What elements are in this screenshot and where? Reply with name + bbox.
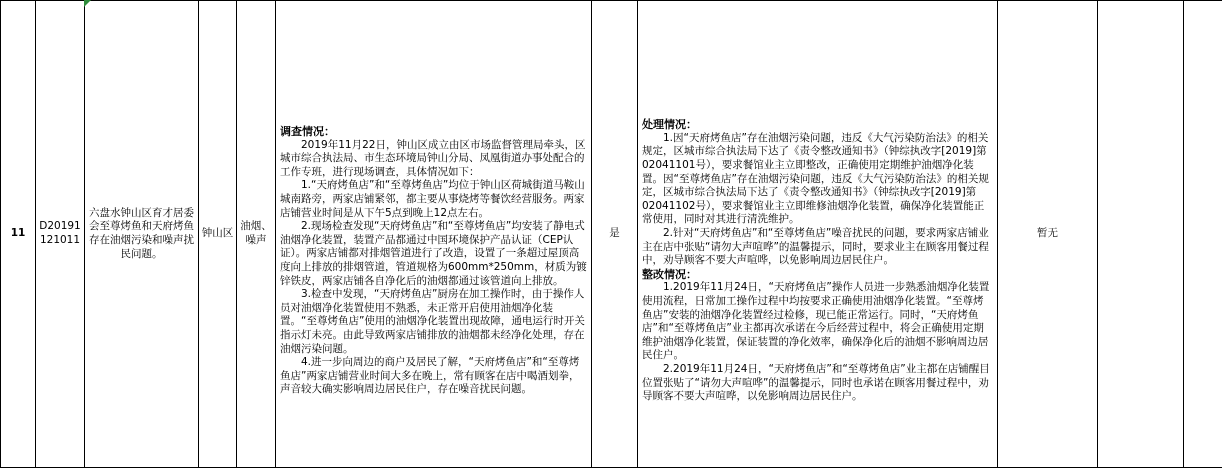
category-cell[interactable]: 油烟、噪声 — [237, 1, 276, 468]
handling-heading: 处理情况： — [642, 118, 697, 132]
empty-cell[interactable] — [1184, 1, 1222, 468]
investigation-paragraph: 2.现场检查发现“天府烤鱼店”和“至尊烤鱼店”均安装了静电式油烟净化装置，装置产品都通过中国环境保护产品认证（CEP认证）。两家店铺都对排烟管道进行了改造，设置了一条超过屋顶高度向上排放的排烟管道，管道规格为600mm*250mm，材质为镀锌铁皮，两家店铺各自净化后的油烟都通过该管道向上排放。 — [280, 220, 587, 287]
accountability-cell[interactable]: 暂无 — [998, 1, 1098, 468]
investigation-cell[interactable] — [276, 1, 592, 468]
handling-paragraph: 1.因“天府烤鱼店”存在油烟污染问题，违反《大气污染防治法》的相关规定，区城市综合执法局下达了《责令整改通知书》（钟综执改字[2019]第02041101号），要求餐馆业主立即整改，正确使用定期维护油烟净化装置。因“至尊烤鱼店”存在油烟污染问题，违反《大气污染防治法》的相关规定，区城市综合执法局下达了《责令整改通知书》（钟综执改字[2019]第02041102号），要求餐馆业主立即维修油烟净化装置，确保净化装置能正常使用，同时对其进行清洗维护。 — [642, 131, 989, 226]
table-row — [1, 1, 1222, 468]
investigation-heading: 调查情况： — [280, 125, 335, 139]
verified-cell[interactable]: 是 — [592, 1, 638, 468]
rectification-paragraph: 2.2019年11月24日，“天府烤鱼店”和“至尊烤鱼店”业主都在店铺醒目位置张贴了“请勿大声喧哗”的温馨提示，同时也承诺在顾客用餐过程中，劝导顾客不要大声喧哗，以免影响周边居民住户。 — [642, 362, 990, 403]
rectification-paragraph: 1.2019年11月24日，“天府烤鱼店”操作人员进一步熟悉油烟净化装置使用流程，日常加工操作过程中均按要求正确使用油烟净化装置。“至尊烤鱼店”安装的油烟净化装置经过检修，现已能正常运行。同时，“天府烤鱼店”和“至尊烤鱼店”业主都再次承诺在今后经营过程中，将会正确使用定期维护油烟净化装置，保证装置的净化效率，确保净化后的油烟不影响周边居民住户。 — [642, 281, 990, 362]
handling-cell[interactable] — [638, 1, 998, 468]
rectification-heading: 整改情况： — [642, 267, 697, 281]
cell-comment-marker-icon — [84, 0, 91, 7]
investigation-paragraph: 4.进一步向周边的商户及居民了解，“天府烤鱼店”和“至尊烤鱼店”两家店铺营业时间大多在晚上，常有顾客在店中喝酒划拳，声音较大确实影响周边居民住户，存在噪音扰民问题。 — [280, 356, 580, 396]
row-number[interactable]: 11 — [1, 1, 36, 468]
investigation-paragraph: 3.检查中发现，“天府烤鱼店”厨房在加工操作时，由于操作人员对油烟净化装置使用不熟悉，未正常开启使用油烟净化装置。“至尊烤鱼店”使用的油烟净化装置出现故障，通电运行时开关指示灯未亮。由此导致两家店铺排放的油烟都未经净化处理，存在油烟污染问题。 — [280, 288, 585, 355]
complaint-code[interactable]: D20191121011 — [36, 1, 85, 468]
investigation-paragraph: 2019年11月22日，钟山区成立由区市场监督管理局牵头，区城市综合执法局、市生态环境局钟山分局、凤凰街道办事处配合的工作专班，进行现场调查，具体情况如下： — [280, 138, 586, 178]
investigation-paragraph: 1.“天府烤鱼店”和“至尊烤鱼店”均位于钟山区荷城街道马鞍山城南路旁，两家店铺紧邻，都主要从事烧烤等餐饮经营服务。两家店铺营业时间是从下午5点到晚上12点左右。 — [280, 179, 585, 219]
complaint-content[interactable]: 六盘水钟山区育才居委会至尊烤鱼和天府烤鱼存在油烟污染和噪声扰民问题。 — [85, 1, 199, 468]
handling-paragraph: 2.针对“天府烤鱼店”和“至尊烤鱼店”噪音扰民的问题，要求两家店铺业主在店中张贴“请勿大声喧哗”的温馨提示，同时，要求业主在顾客用餐过程中，劝导顾客不要大声喧哗，以免影响周边居民住户。 — [642, 227, 989, 267]
empty-cell[interactable] — [1098, 1, 1184, 468]
district-cell[interactable]: 钟山区 — [199, 1, 237, 468]
